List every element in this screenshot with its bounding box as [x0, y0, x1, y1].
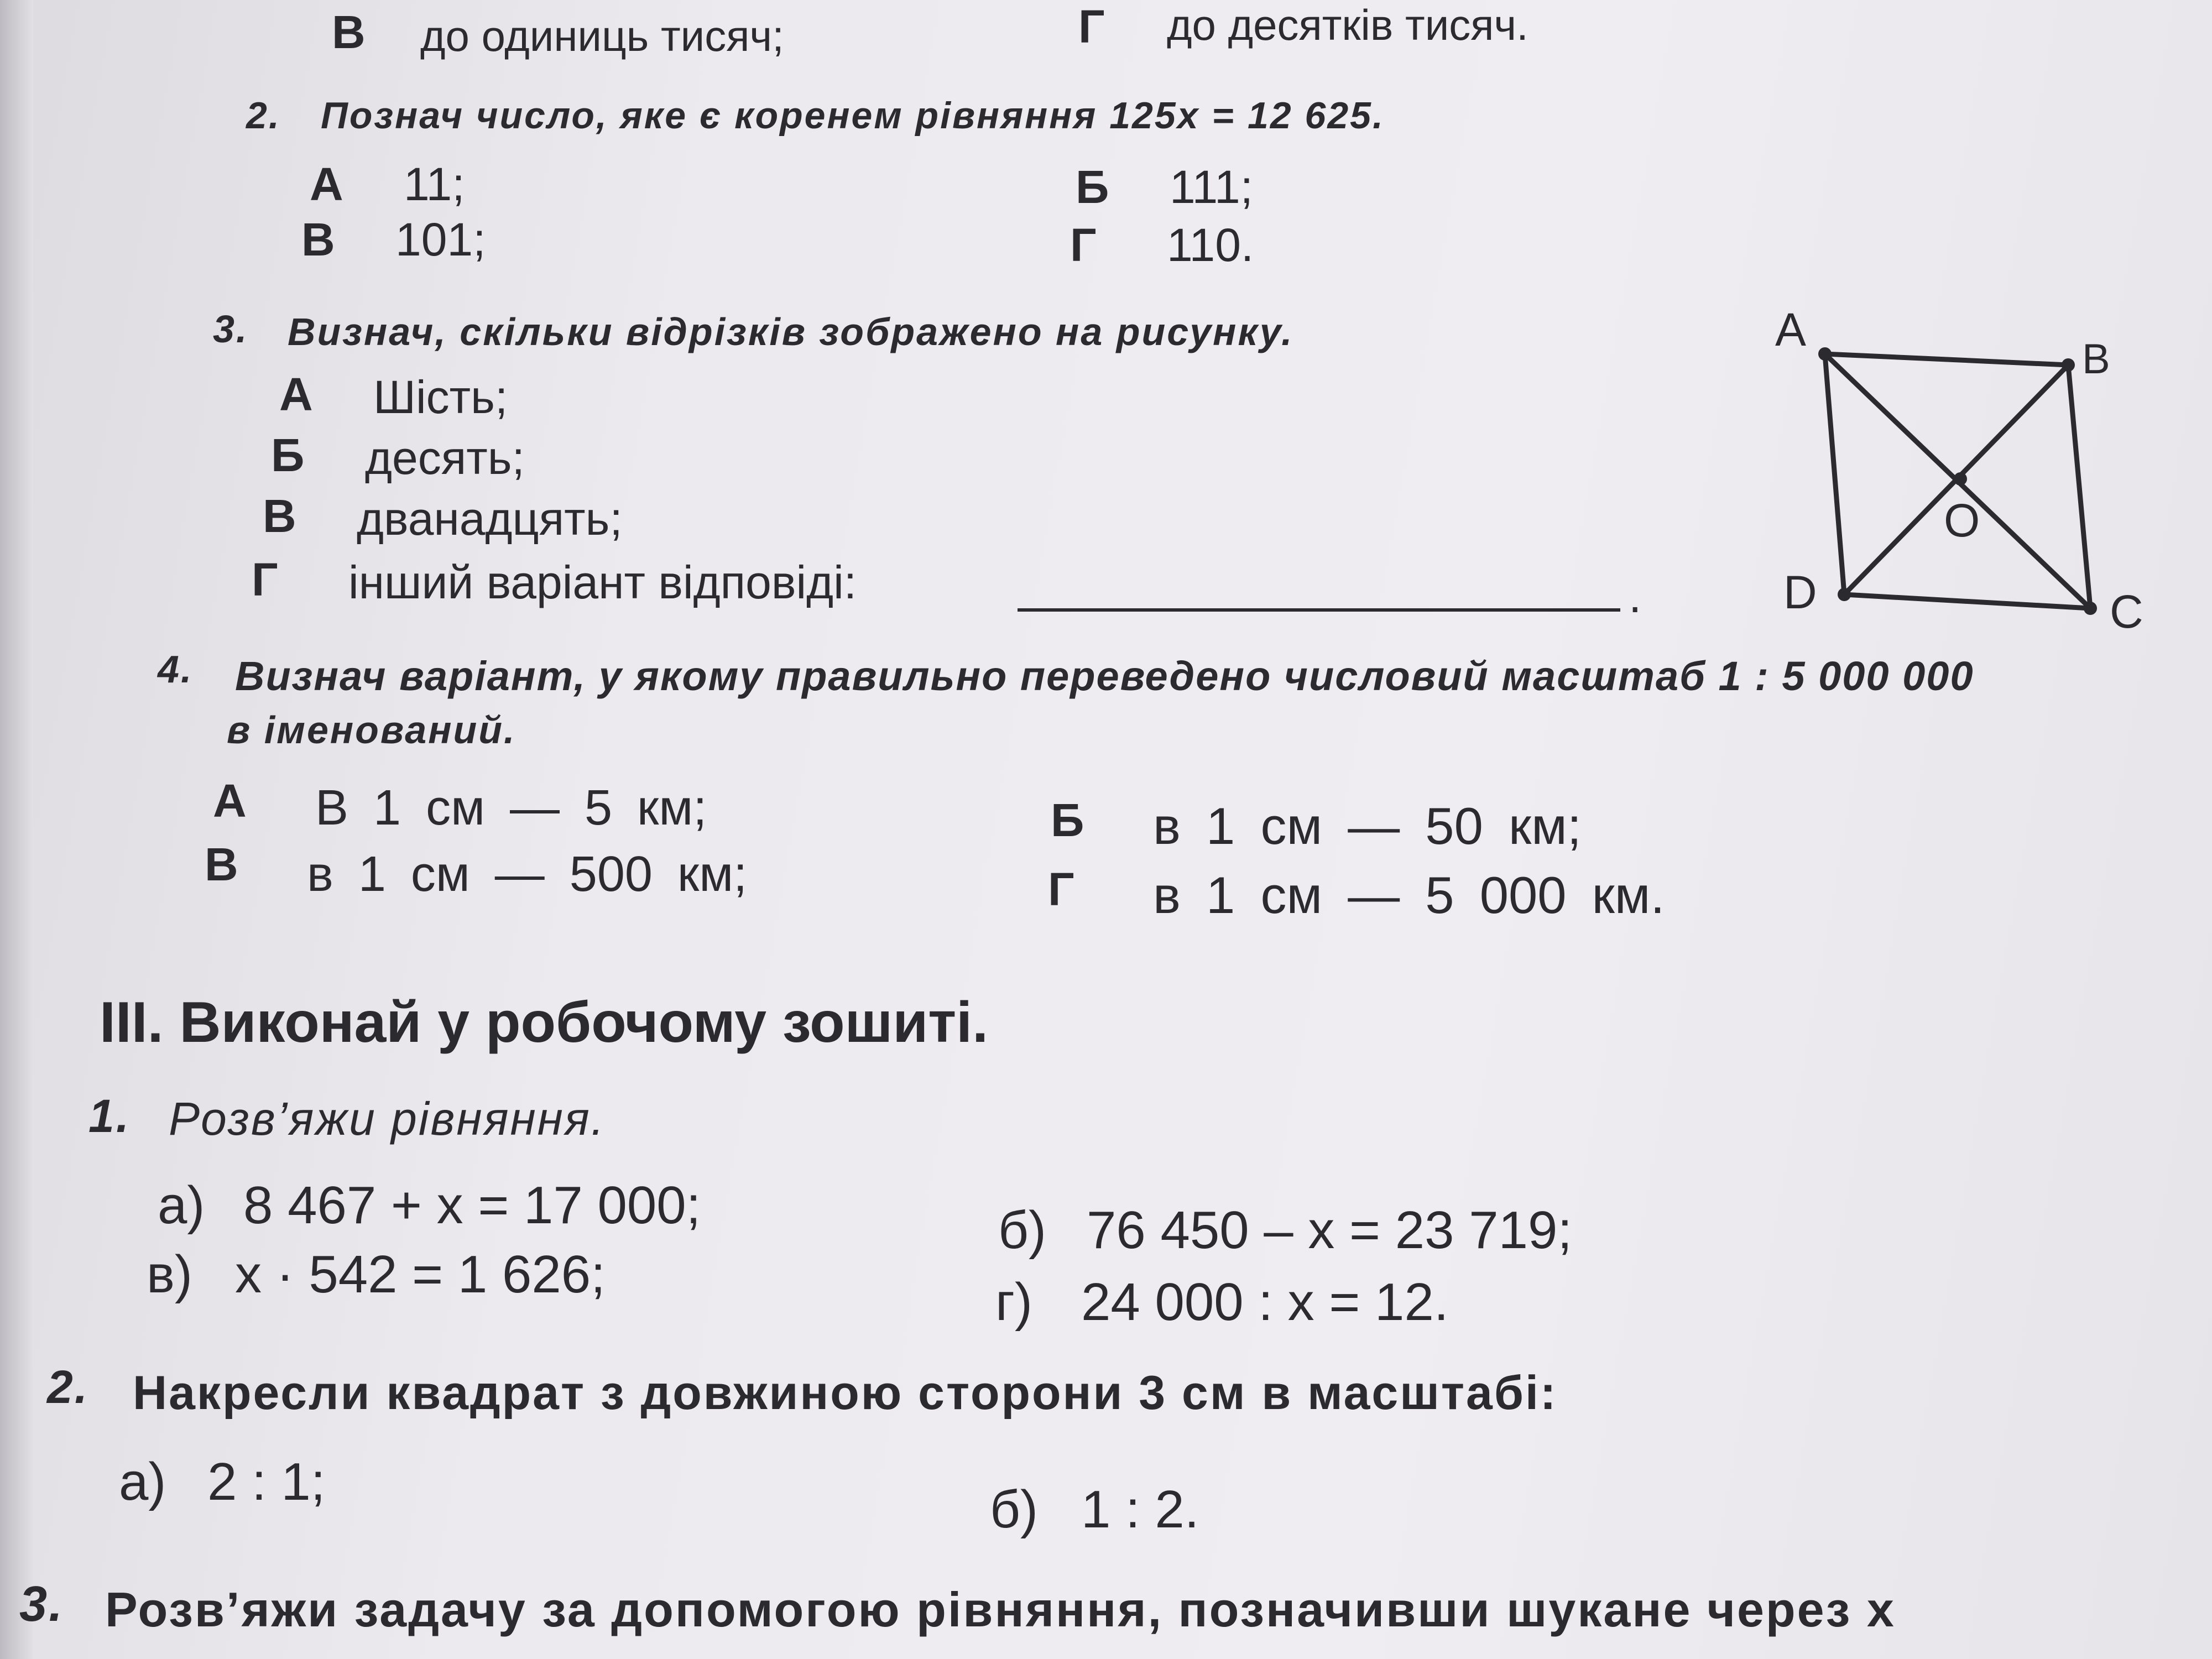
label-a: A — [1775, 310, 1807, 356]
option-text: Шість; — [373, 371, 508, 423]
item-label: а) — [158, 1176, 205, 1235]
option-letter: В — [205, 838, 238, 890]
point-b — [2062, 358, 2075, 372]
scale-value: 1 : 2. — [1081, 1480, 1199, 1539]
section-title: III. Виконай у робочому зошиті. — [100, 990, 988, 1055]
option-letter: Г — [252, 554, 278, 606]
equation: 76 450 – x = 23 719; — [1087, 1201, 1573, 1260]
option-text: 11; — [404, 158, 465, 210]
segment-da — [1825, 354, 1844, 594]
label-b: B — [2082, 336, 2110, 383]
task-text: Розв’яжи рівняння. — [169, 1093, 606, 1145]
answer-blank[interactable] — [1018, 575, 1620, 614]
segment-cd — [1844, 594, 2090, 608]
option-letter: В — [263, 490, 296, 542]
equation: x · 542 = 1 626; — [235, 1245, 606, 1304]
option-text: в 1 см — 500 км; — [307, 847, 748, 902]
option-text: десять; — [365, 432, 525, 484]
point-d — [1838, 588, 1851, 601]
item-label: г) — [995, 1272, 1032, 1332]
task-number: 3. — [19, 1577, 65, 1632]
question-text-continued: в іменований. — [227, 708, 517, 752]
option-text: до десятків тисяч. — [1167, 1, 1528, 49]
page-spine-shadow — [0, 0, 33, 1659]
question-number: 2. — [246, 95, 281, 137]
option-letter: А — [310, 158, 343, 210]
option-letter: А — [213, 775, 247, 827]
point-a — [1818, 347, 1832, 361]
point-c — [2084, 602, 2097, 615]
option-text: інший варіант відповіді: — [348, 556, 857, 608]
option-letter: А — [279, 368, 313, 420]
option-text: до одиниць тисяч; — [420, 12, 784, 60]
option-text: в 1 см — 5 000 км. — [1153, 866, 1665, 924]
item-label: в) — [147, 1245, 192, 1304]
question-number: 3. — [213, 307, 249, 351]
option-letter: Г — [1070, 219, 1097, 271]
label-o: O — [1944, 494, 1980, 546]
blank-period: . — [1629, 570, 1642, 622]
task-number: 2. — [47, 1361, 90, 1413]
option-letter: В — [301, 213, 335, 265]
question-text: Визнач, скільки відрізків зображено на рисунку. — [288, 310, 1294, 353]
label-d: D — [1783, 566, 1817, 618]
item-label: б) — [998, 1201, 1046, 1260]
option-letter: Г — [1078, 1, 1105, 53]
point-o — [1954, 472, 1967, 486]
option-text: 110. — [1167, 219, 1254, 271]
equation: 8 467 + x = 17 000; — [243, 1176, 701, 1235]
square-diagram — [1759, 310, 2146, 653]
label-c: C — [2110, 586, 2143, 638]
option-text: В 1 см — 5 км; — [315, 780, 707, 836]
question-number: 4. — [158, 648, 194, 691]
item-label: а) — [119, 1452, 166, 1511]
question-text: Визнач варіант, у якому правильно переведено числовий масштаб 1 : 5 000 000 — [235, 653, 1974, 699]
segment-bc — [2068, 365, 2090, 608]
task-text: Накресли квадрат з довжиною сторони 3 см в масштабі: — [133, 1366, 1558, 1420]
option-letter: Б — [271, 429, 305, 481]
question-text: Познач число, яке є коренем рівняння 125x = 12 625. — [321, 95, 1385, 137]
option-text: в 1 см — 50 км; — [1153, 797, 1582, 855]
option-text: 111; — [1170, 161, 1254, 213]
segment-ab — [1825, 354, 2068, 365]
task-text: Розв’яжи задачу за допомогою рівняння, позначивши шукане через x — [105, 1582, 1896, 1637]
equation: 24 000 : x = 12. — [1081, 1272, 1449, 1332]
task-number: 1. — [88, 1090, 131, 1142]
option-text: дванадцять; — [357, 493, 623, 545]
item-label: б) — [990, 1480, 1038, 1539]
option-letter: Б — [1051, 794, 1084, 846]
scale-value: 2 : 1; — [207, 1452, 326, 1511]
option-letter: В — [332, 6, 366, 58]
option-letter: Г — [1048, 863, 1074, 915]
option-text: 101; — [395, 213, 486, 265]
option-letter: Б — [1076, 161, 1109, 213]
